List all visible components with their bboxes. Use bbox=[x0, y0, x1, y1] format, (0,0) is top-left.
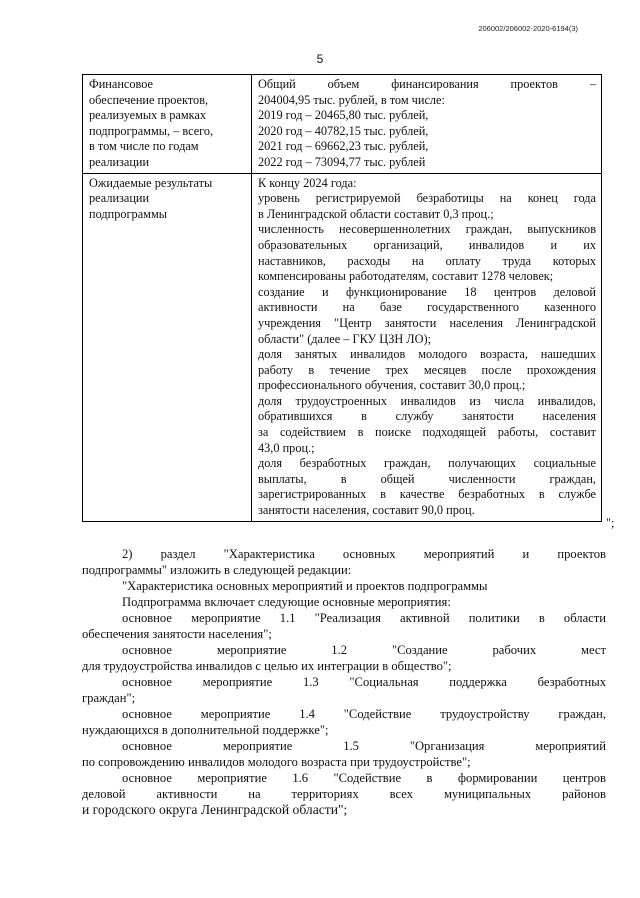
content-line: зарегистрированных в качестве безработных в службе bbox=[258, 487, 596, 502]
content-line: профессионального обучения, составит 30,0 проц.; bbox=[258, 378, 526, 393]
amendment-text bbox=[82, 546, 606, 818]
paragraph-line: 2) раздел "Характеристика основных мероприятий и проектов bbox=[122, 547, 606, 561]
label-line: в том числе по годам bbox=[89, 139, 199, 154]
content-line: обратившихся в службу занятости населения bbox=[258, 409, 596, 424]
content-line: 2019 год – 20465,80 тыс. рублей, bbox=[258, 108, 429, 123]
content-line: 2021 год – 69662,23 тыс. рублей, bbox=[258, 139, 429, 154]
label-line: реализации bbox=[89, 191, 150, 206]
table-row-financing bbox=[83, 75, 602, 174]
label-line: Финансовое bbox=[89, 77, 154, 91]
page-number: 5 bbox=[316, 52, 324, 66]
results-content-cell bbox=[252, 173, 602, 521]
closing-quote-mark: "; bbox=[606, 516, 615, 530]
paragraph-line: "Характеристика основных мероприятий и проектов подпрограммы bbox=[122, 579, 488, 593]
content-line: Общий объем финансирования проектов – bbox=[258, 77, 596, 91]
table-row-expected-results bbox=[83, 173, 602, 521]
paragraph-line: основное мероприятие 1.4 "Содействие трудоустройству граждан, bbox=[122, 707, 606, 721]
paragraph-line: Подпрограмма включает следующие основные мероприятия: bbox=[122, 595, 451, 609]
label-line: Ожидаемые результаты bbox=[89, 175, 213, 190]
content-line: учреждения "Центр занятости населения Ленинградской bbox=[258, 315, 596, 330]
content-line: 43,0 проц.; bbox=[258, 440, 315, 455]
content-line: занятости населения, составит 90,0 проц. bbox=[258, 503, 475, 518]
financing-label-cell bbox=[83, 75, 252, 174]
paragraph-line: граждан"; bbox=[82, 691, 136, 705]
content-line: доля трудоустроенных инвалидов из числа инвалидов, bbox=[258, 393, 596, 408]
paragraph-line: основное мероприятие 1.3 "Социальная поддержка безработных bbox=[122, 675, 606, 689]
content-line: 2020 год – 40782,15 тыс. рублей, bbox=[258, 123, 429, 138]
paragraph-line: обеспечения занятости населения"; bbox=[82, 627, 272, 641]
paragraph-line: основное мероприятие 1.2 "Создание рабочих мест bbox=[122, 643, 606, 657]
content-line: доля безработных граждан, получающих социальные bbox=[258, 456, 596, 471]
content-line: 204004,95 тыс. рублей, в том числе: bbox=[258, 92, 445, 107]
paragraph-line: подпрограммы" изложить в следующей редакции: bbox=[82, 563, 352, 577]
label-line: обеспечение проектов, bbox=[89, 92, 209, 107]
content-line: компенсированы работодателям, составит 1278 человек; bbox=[258, 269, 554, 284]
content-line: К концу 2024 года: bbox=[258, 175, 357, 190]
paragraph-line: основное мероприятие 1.6 "Содействие в формировании центров bbox=[122, 771, 606, 785]
label-line: реализации bbox=[89, 154, 150, 169]
content-line: выплаты, в общей численности граждан, bbox=[258, 471, 596, 486]
label-line: реализуемых в рамках bbox=[89, 108, 207, 123]
paragraph-line: основное мероприятие 1.1 "Реализация активной политики в области bbox=[122, 611, 606, 625]
results-label-cell bbox=[83, 173, 252, 521]
content-line: уровень регистрируемой безработицы на конец года bbox=[258, 191, 596, 206]
paragraph-line: основное мероприятие 1.5 "Организация мероприятий bbox=[122, 739, 606, 753]
label-line: подпрограммы bbox=[89, 206, 167, 221]
content-line: области" (далее – ГКУ ЦЗН ЛО); bbox=[258, 331, 432, 346]
subprogram-passport-table bbox=[82, 74, 602, 522]
content-line: наставников, расходы на оплату труда которых bbox=[258, 253, 596, 268]
document-number: 206002/206002-2020-6194(3) bbox=[478, 24, 578, 33]
paragraph-line: и городского округа Ленинградской области"; bbox=[82, 802, 348, 817]
content-line: 2022 год – 73094,77 тыс. рублей bbox=[258, 154, 426, 169]
content-line: создание и функционирование 18 центров деловой bbox=[258, 284, 596, 299]
label-line: подпрограммы, – всего, bbox=[89, 123, 214, 138]
paragraph-line: по сопровождению инвалидов молодого возраста при трудоустройстве"; bbox=[82, 755, 471, 769]
content-line: в Ленинградской области составит 0,3 проц.; bbox=[258, 206, 494, 221]
content-line: численность несовершеннолетних граждан, выпускников bbox=[258, 222, 596, 237]
content-line: доля занятых инвалидов молодого возраста, нашедших bbox=[258, 347, 596, 362]
content-line: за содействием в поиске подходящей работы, составит bbox=[258, 425, 596, 440]
paragraph-line: нуждающихся в дополнительной поддержке"; bbox=[82, 723, 329, 737]
content-line: образовательных организаций, инвалидов и их bbox=[258, 237, 596, 252]
content-line: работу в течение трех месяцев после прохождения bbox=[258, 362, 596, 377]
financing-content-cell bbox=[252, 75, 602, 174]
content-line: активности на базе государственного казенного bbox=[258, 300, 596, 315]
paragraph-line: деловой активности на территориях всех муниципальных районов bbox=[82, 787, 606, 801]
paragraph-line: для трудоустройства инвалидов с целью их интеграции в общество"; bbox=[82, 659, 452, 673]
